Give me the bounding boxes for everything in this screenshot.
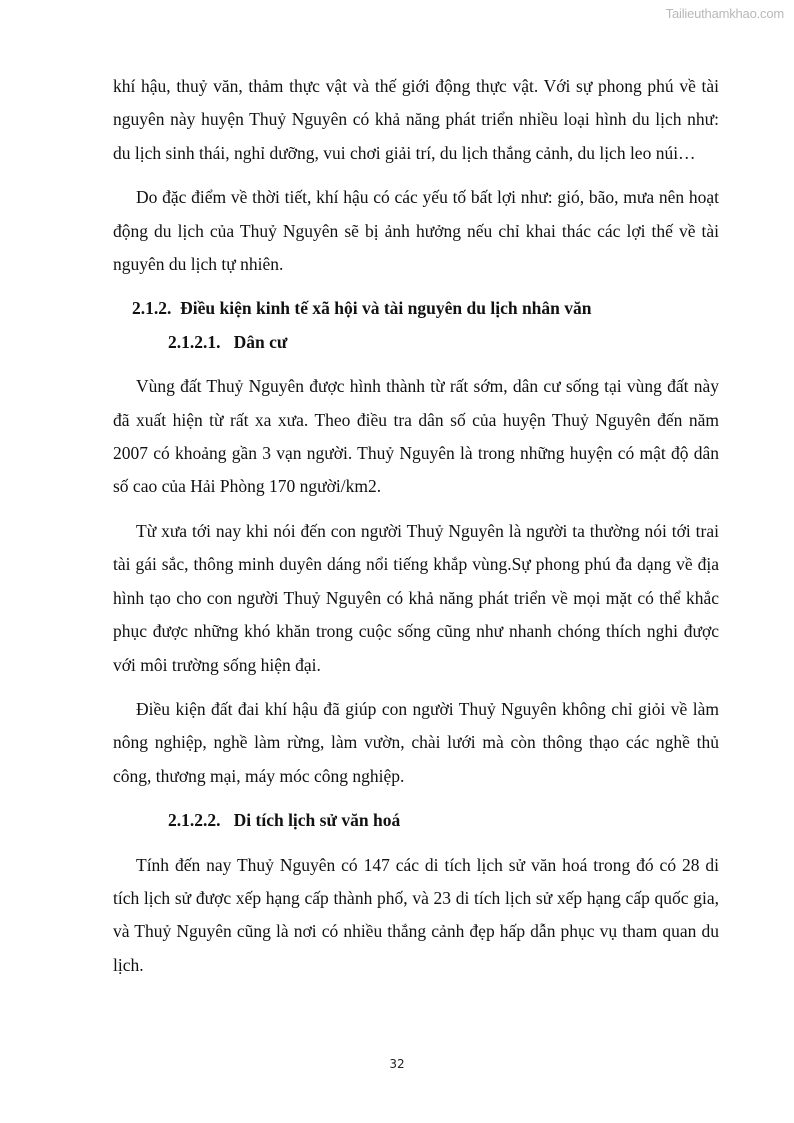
paragraph-population: Vùng đất Thuỷ Nguyên được hình thành từ rất sớm, dân cư sống tại vùng đất này đã xuất hiện từ rất xa xưa. Theo điều tra dân số của huyện Thuỷ Nguyên đến năm 2007 có khoảng gần 3 vạn người. Thuỷ Nguyên là trong những huyện có mật độ dân số cao của Hải Phòng 170 người/km2. [113,376,719,497]
paragraph-occupations: Điều kiện đất đai khí hậu đã giúp con người Thuỷ Nguyên không chỉ giỏi về làm nông nghiệp, nghề làm rừng, làm vườn, chài lưới mà còn thông thạo các nghề thủ công, thương mại, máy móc công nghiệp. [113,698,719,786]
section-heading-2-1-2: 2.1.2. Điều kiện kinh tế xã hội và tài nguyên du lịch nhân văn [132,298,592,319]
paragraph-natural-resources: khí hậu, thuỷ văn, thảm thực vật và thế giới động thực vật. Với sự phong phú về tài nguyên này huyện Thuỷ Nguyên có khả năng phát triển nhiều loại hình du lịch như: du lịch sinh thái, nghỉ dưỡng, vui chơi giải trí, du lịch thắng cảnh, du lịch leo núi… [113,76,719,163]
section-heading-2-1-2-2: 2.1.2.2. Di tích lịch sử văn hoá [168,810,401,831]
page-number: 32 [389,1057,405,1071]
paragraph-historical-sites: Tính đến nay Thuỷ Nguyên có 147 các di tích lịch sử văn hoá trong đó có 28 di tích lịch sử được xếp hạng cấp thành phố, và 23 di tích lịch sử xếp hạng cấp quốc gia, và Thuỷ Nguyên cũng là nơi có nhiều thắng cảnh đẹp hấp dẫn phục vụ tham quan du lịch. [113,854,719,975]
paragraph-weather-limits: Do đặc điểm về thời tiết, khí hậu có các yếu tố bất lợi như: gió, bão, mưa nên hoạt động du lịch của Thuỷ Nguyên sẽ bị ảnh hưởng nếu chỉ khai thác các lợi thế về tài nguyên du lịch tự nhiên. [113,187,719,275]
paragraph-people: Từ xưa tới nay khi nói đến con người Thuỷ Nguyên là người ta thường nói tới trai tài gái sắc, thông minh duyên dáng nổi tiếng khắp vùng.Sự phong phú đa dạng về địa hình tạo cho con người Thuỷ Nguyên có khả năng phát triển về mọi mặt có thể khắc phục được những khó khăn trong cuộc sống cũng như nhanh chóng thích nghi được với môi trường sống hiện đại. [113,520,719,675]
page-body [113,70,719,982]
watermark: Tailieuthamkhao.com [665,6,784,21]
section-heading-2-1-2-1: 2.1.2.1. Dân cư [168,331,288,352]
